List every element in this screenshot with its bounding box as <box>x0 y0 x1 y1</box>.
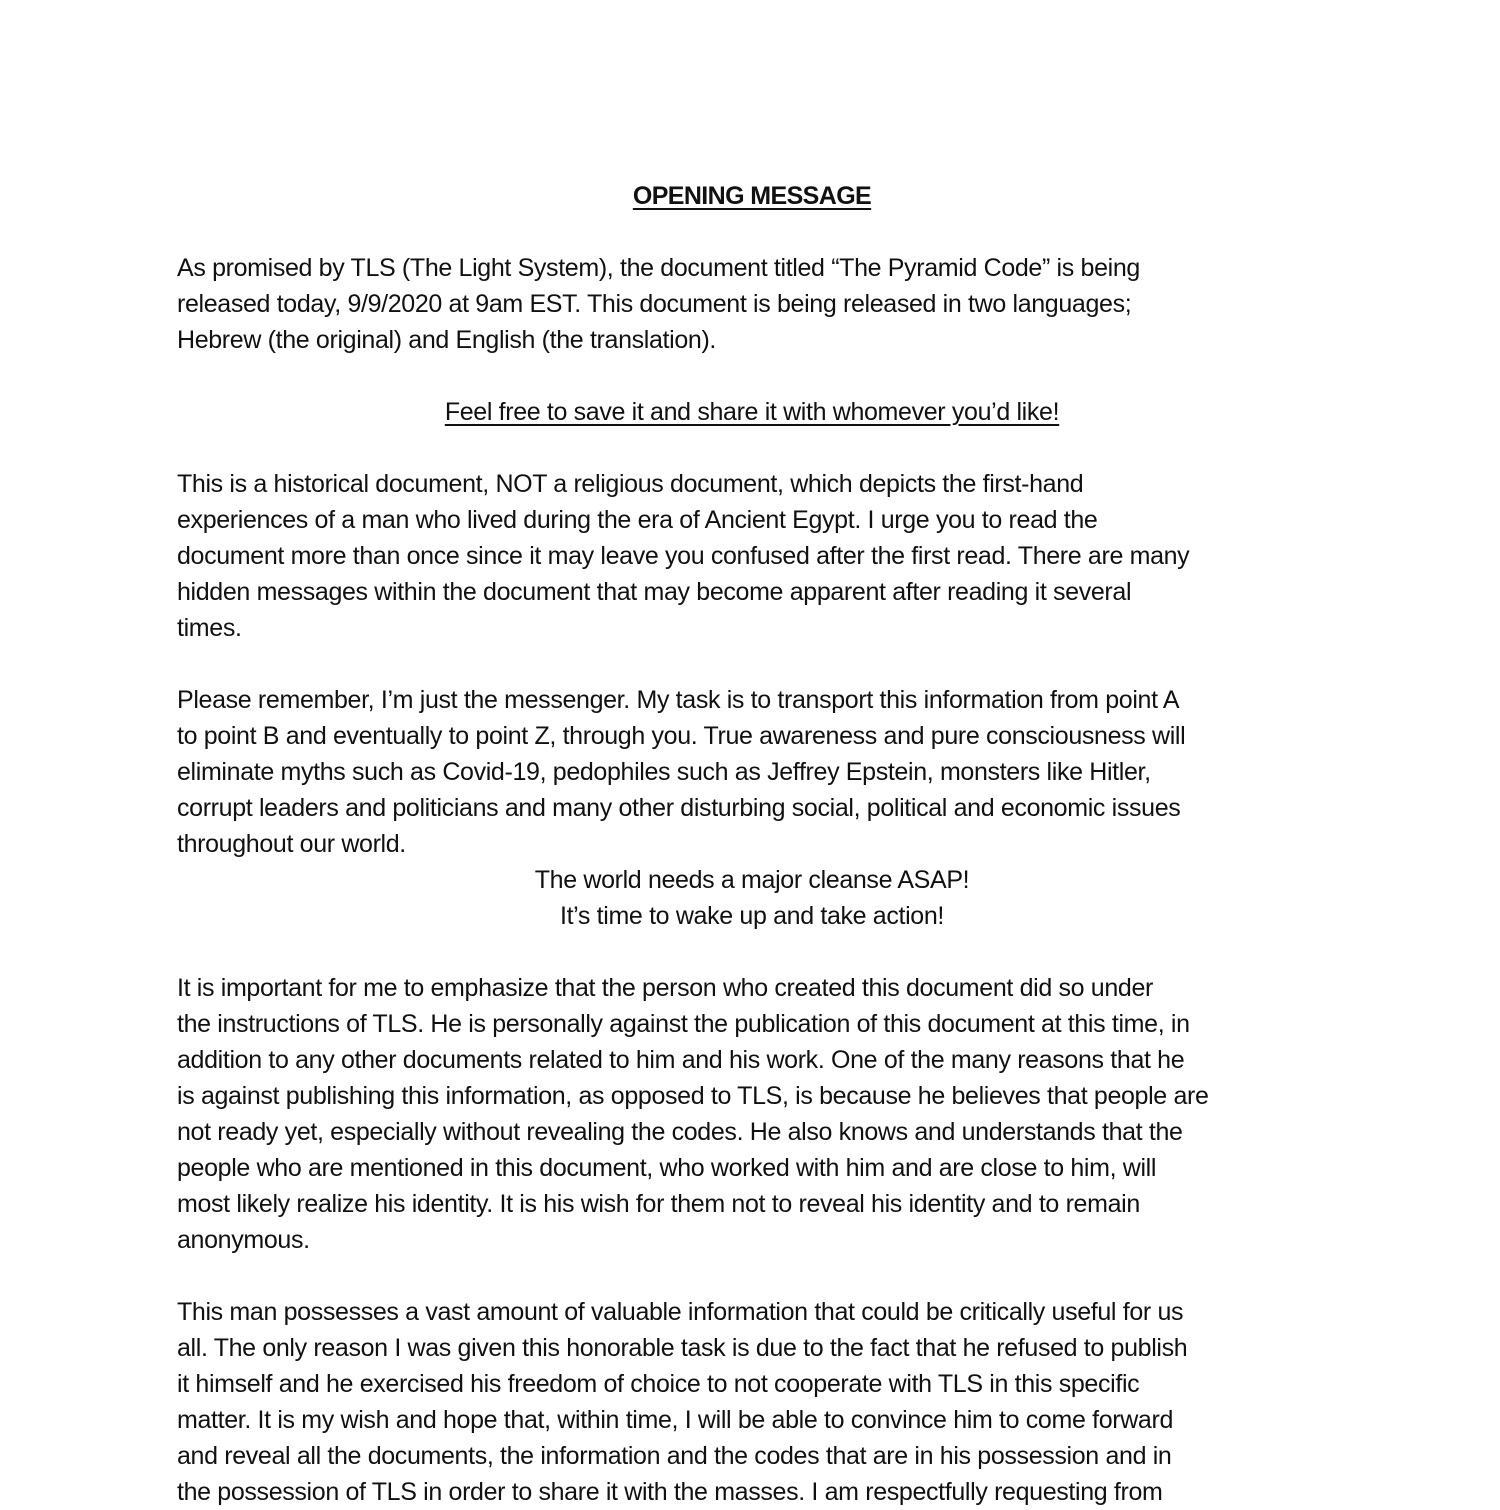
text-line: matter. It is my wish and hope that, within time, I will be able to convince him to come forward <box>177 1406 1174 1434</box>
text-line: This man possesses a vast amount of valuable information that could be critically useful for us <box>177 1298 1184 1326</box>
text-line: Please remember, I’m just the messenger. My task is to transport this information from point A <box>177 686 1180 714</box>
spacer <box>177 358 1327 394</box>
text-line: This is a historical document, NOT a religious document, which depicts the first-hand <box>177 470 1084 498</box>
share-notice <box>177 394 1327 430</box>
text-line: times. <box>177 614 242 642</box>
text-line: document more than once since it may leave you confused after the first read. There are many <box>177 542 1190 570</box>
text-line: addition to any other documents related to him and his work. One of the many reasons that he <box>177 1046 1185 1074</box>
paragraph-release-announcement <box>177 250 1327 358</box>
text-line: it himself and he exercised his freedom of choice to not cooperate with TLS in this specific <box>177 1370 1140 1398</box>
paragraph-historical-document <box>177 466 1327 646</box>
callout-line: The world needs a major cleanse ASAP! <box>534 866 970 894</box>
text-line: It is important for me to emphasize that the person who created this document did so under <box>177 974 1153 1002</box>
document-body <box>177 178 1327 1510</box>
text-line: all. The only reason I was given this honorable task is due to the fact that he refused to publish <box>177 1334 1188 1362</box>
text-line: eliminate myths such as Covid-19, pedophiles such as Jeffrey Epstein, monsters like Hitler, <box>177 758 1151 786</box>
text-line: hidden messages within the document that may become apparent after reading it several <box>177 578 1132 606</box>
share-notice-text: Feel free to save it and share it with whomever you’d like! <box>444 398 1060 426</box>
spacer <box>177 934 1327 970</box>
text-line: the instructions of TLS. He is personally against the publication of this document at this time, in <box>177 1010 1190 1038</box>
callout <box>177 862 1327 934</box>
text-line: to point B and eventually to point Z, through you. True awareness and pure consciousness will <box>177 722 1186 750</box>
text-line: throughout our world. <box>177 830 406 858</box>
text-line: As promised by TLS (The Light System), the document titled “The Pyramid Code” is being <box>177 254 1140 282</box>
spacer <box>177 1258 1327 1294</box>
page-title: OPENING MESSAGE <box>632 182 872 210</box>
spacer <box>177 214 1327 250</box>
text-line: Hebrew (the original) and English (the translation). <box>177 326 717 354</box>
spacer <box>177 646 1327 682</box>
paragraph-creator-instructions <box>177 970 1327 1258</box>
callout-line: It’s time to wake up and take action! <box>559 902 945 930</box>
paragraph-messenger <box>177 682 1327 862</box>
text-line: and reveal all the documents, the information and the codes that are in his possession and in <box>177 1442 1172 1470</box>
text-line: is against publishing this information, as opposed to TLS, is because he believes that people are <box>177 1082 1209 1110</box>
text-line: the possession of TLS in order to share it with the masses. I am respectfully requesting from <box>177 1478 1163 1506</box>
paragraph-valuable-information <box>177 1294 1327 1510</box>
text-line: experiences of a man who lived during the era of Ancient Egypt. I urge you to read the <box>177 506 1098 534</box>
text-line: people who are mentioned in this document, who worked with him and are close to him, will <box>177 1154 1157 1182</box>
text-line: most likely realize his identity. It is his wish for them not to reveal his identity and to remain <box>177 1190 1140 1218</box>
text-line: corrupt leaders and politicians and many other disturbing social, political and economic issues <box>177 794 1181 822</box>
text-line: released today, 9/9/2020 at 9am EST. This document is being released in two languages; <box>177 290 1132 318</box>
spacer <box>177 430 1327 466</box>
text-line: anonymous. <box>177 1226 310 1254</box>
text-line: not ready yet, especially without revealing the codes. He also knows and understands that the <box>177 1118 1183 1146</box>
